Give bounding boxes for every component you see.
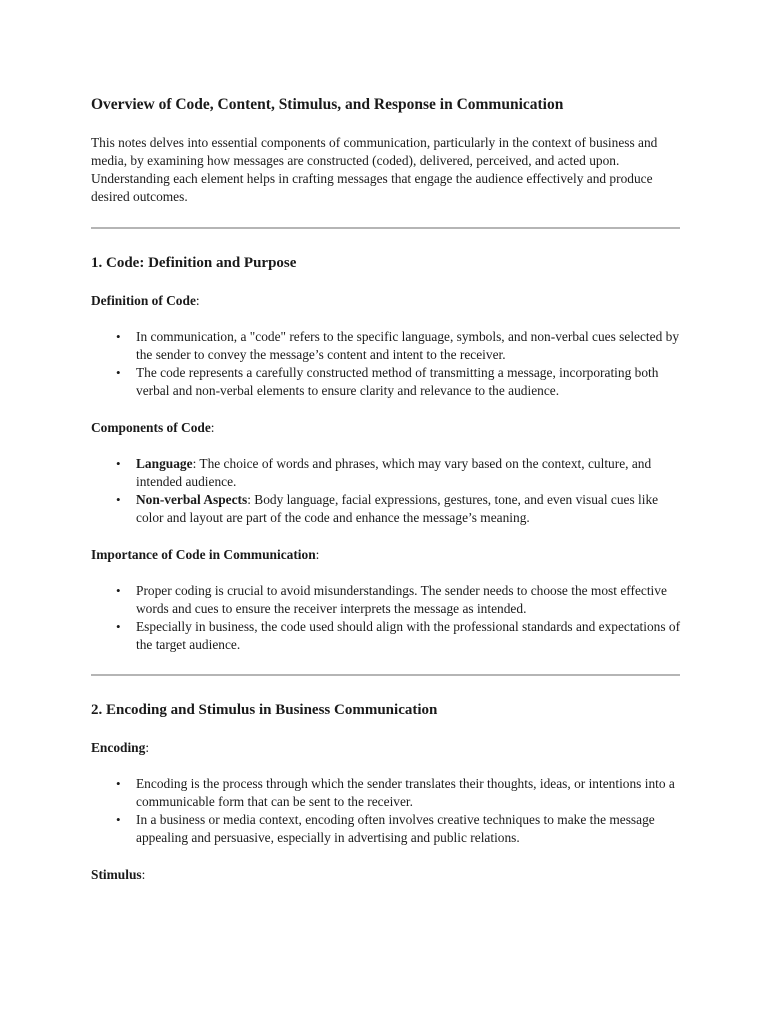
bullet-icon: • xyxy=(116,619,121,634)
encoding-subheading-label: Encoding xyxy=(91,740,146,755)
section-1-title: 1. Code: Definition and Purpose xyxy=(91,255,297,271)
list-item xyxy=(116,811,681,847)
importance-subheading xyxy=(91,546,681,564)
definition-subheading-label: Definition of Code xyxy=(91,293,196,308)
stimulus-subheading xyxy=(91,866,681,884)
bullet-icon: • xyxy=(116,583,121,598)
bullet-icon: • xyxy=(116,365,121,380)
list-item-text: Encoding is the process through which the sender translates their thoughts, ideas, or intentions into a communicable form that can be sent to the receiver. xyxy=(136,776,675,809)
list-item-text: Especially in business, the code used should align with the professional standards and expectations of the target audience. xyxy=(136,619,681,652)
list-item-text: In communication, a "code" refers to the specific language, symbols, and non-verbal cues selected by the sender to convey the message’s content and intent to the receiver. xyxy=(136,329,680,362)
components-list xyxy=(91,455,681,527)
components-subheading-label: Components of Code xyxy=(91,420,211,435)
importance-list xyxy=(91,582,681,654)
bullet-icon: • xyxy=(116,329,121,344)
document-body xyxy=(91,95,681,884)
definition-subheading xyxy=(91,292,681,310)
section-divider xyxy=(91,674,680,676)
stimulus-subheading-label: Stimulus xyxy=(91,867,142,882)
importance-subheading-colon: : xyxy=(315,547,320,562)
list-item-text: The code represents a carefully constructed method of transmitting a message, incorporating both verbal and non-verbal elements to ensure clarity and relevance to the audience. xyxy=(136,365,659,398)
encoding-list xyxy=(91,775,681,847)
list-item-term: Non-verbal Aspects xyxy=(136,492,248,507)
list-item xyxy=(116,328,681,364)
stimulus-subheading-colon: : xyxy=(141,867,146,882)
components-subheading xyxy=(91,419,681,437)
components-subheading-colon: : xyxy=(210,420,215,435)
encoding-subheading-colon: : xyxy=(145,740,150,755)
list-item-text: : Body language, facial expressions, gestures, tone, and even visual cues like color and layout are part of the code and enhance the message’s meaning. xyxy=(136,492,659,525)
definition-list xyxy=(91,328,681,400)
list-item-text: : The choice of words and phrases, which may vary based on the context, culture, and intended audience. xyxy=(136,456,652,489)
bullet-icon: • xyxy=(116,812,121,827)
importance-subheading-label: Importance of Code in Communication xyxy=(91,547,316,562)
definition-subheading-colon: : xyxy=(195,293,200,308)
list-item xyxy=(116,618,681,654)
bullet-icon: • xyxy=(116,492,121,507)
list-item-text: Proper coding is crucial to avoid misunderstandings. The sender needs to choose the most effective words and cues to ensure the receiver interprets the message as intended. xyxy=(136,583,667,616)
list-item-term: Language xyxy=(136,456,193,471)
list-item xyxy=(116,582,681,618)
list-item xyxy=(116,455,681,491)
bullet-icon: • xyxy=(116,776,121,791)
section-divider xyxy=(91,227,680,229)
section-2-title: 2. Encoding and Stimulus in Business Communication xyxy=(91,702,438,718)
intro-paragraph: This notes delves into essential components of communication, particularly in the context of business and media, by examining how messages are constructed (coded), delivered, perceived, and acted upon. Understanding each element helps in crafting messages that engage the audience effectively and produce desired outcomes. xyxy=(91,135,658,204)
list-item xyxy=(116,491,681,527)
document-title: Overview of Code, Content, Stimulus, and Response in Communication xyxy=(91,96,564,113)
bullet-icon: • xyxy=(116,456,121,471)
list-item xyxy=(116,364,681,400)
list-item-text: In a business or media context, encoding often involves creative techniques to make the message appealing and persuasive, especially in advertising and public relations. xyxy=(136,812,655,845)
encoding-subheading xyxy=(91,739,681,757)
list-item xyxy=(116,775,681,811)
